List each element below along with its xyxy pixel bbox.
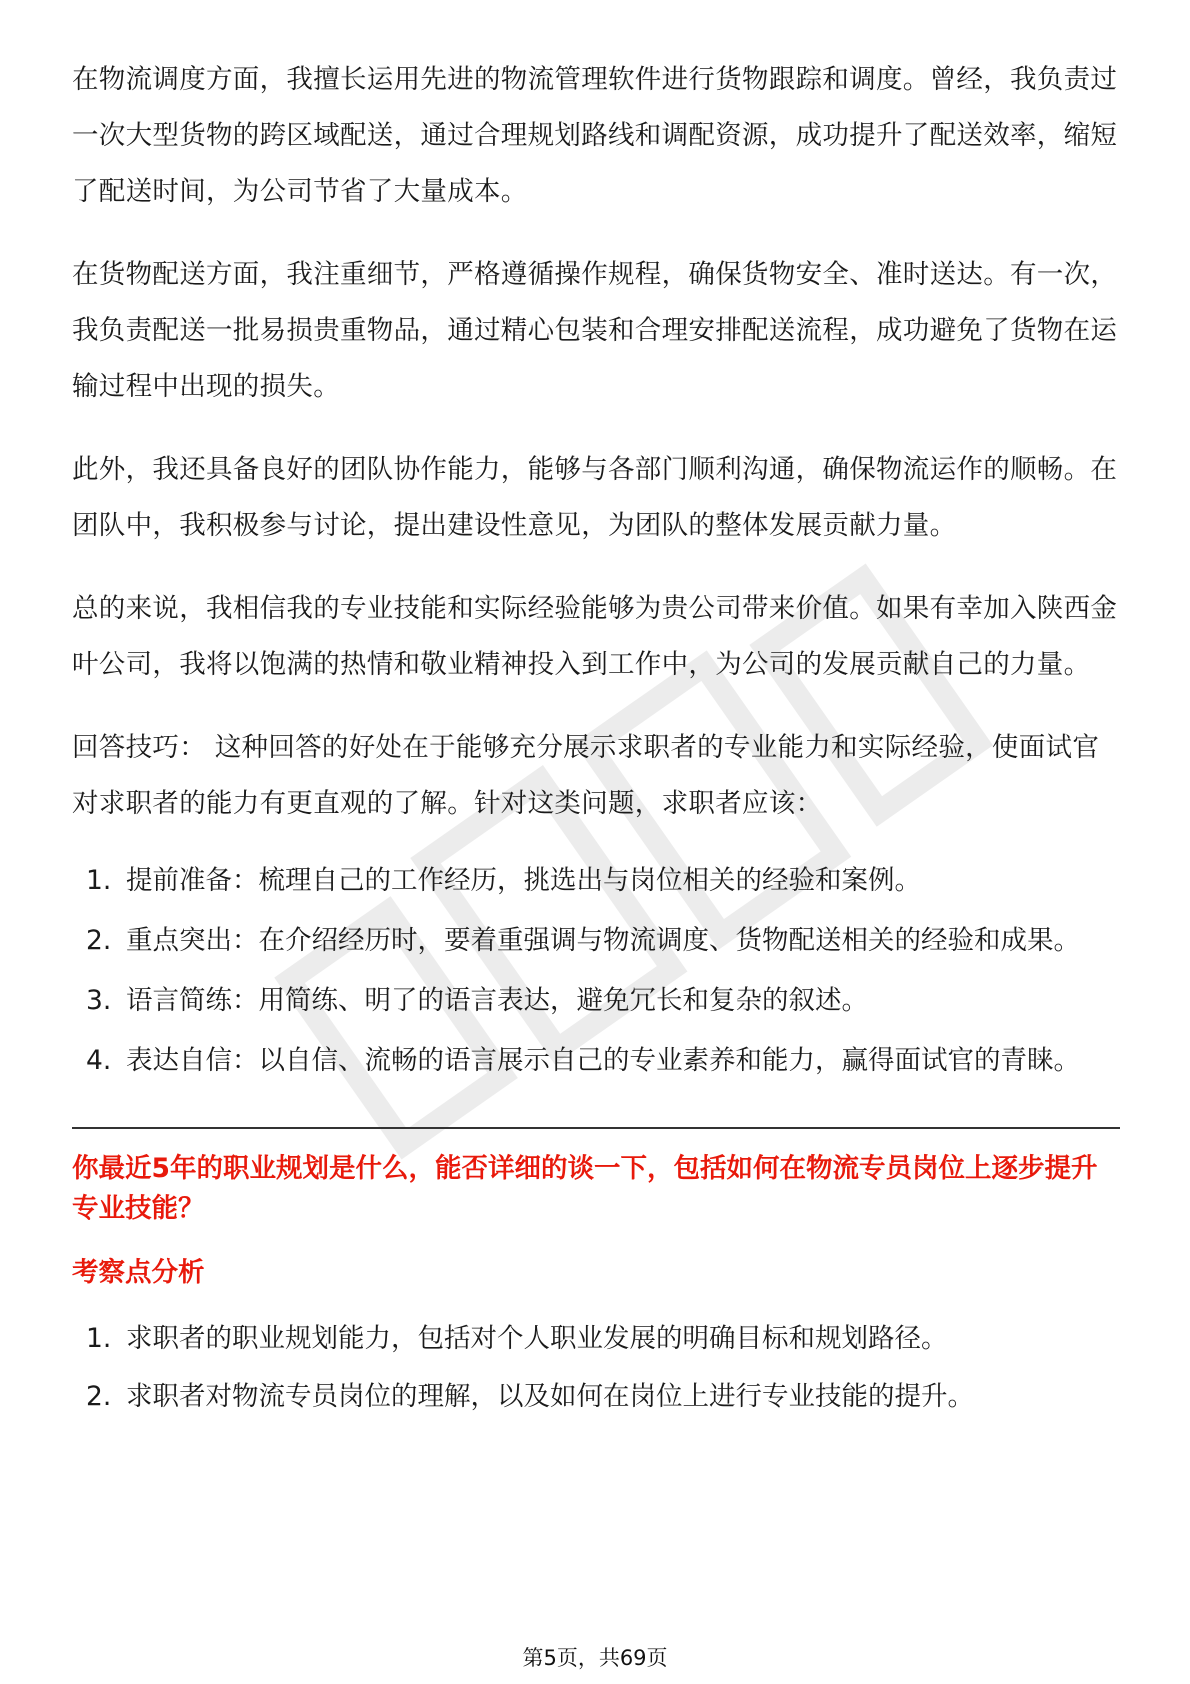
list-number: 2. — [86, 925, 112, 956]
list-number: 1. — [86, 1323, 112, 1354]
list-item — [72, 913, 1120, 969]
analysis-heading: 考察点分析 — [72, 1257, 205, 1288]
list-number: 3. — [86, 985, 112, 1016]
paragraph-logistics-scheduling: 在物流调度方面，我擅长运用先进的物流管理软件进行货物跟踪和调度。曾经，我负责过一次大型货物的跨区域配送，通过合理规划路线和调配资源，成功提升了配送效率，缩短了配送时间，为公司节省了大量成本。 — [72, 64, 1118, 207]
list-item — [72, 1311, 1120, 1367]
section-divider — [72, 1127, 1120, 1129]
paragraph-answer-tips: 回答技巧： 这种回答的好处在于能够充分展示求职者的专业能力和实际经验，使面试官对求职者的能力有更直观的了解。针对这类问题，求职者应该： — [72, 732, 1100, 819]
tips-list — [72, 853, 1120, 1089]
document-page — [72, 52, 1120, 1427]
analysis-list — [72, 1311, 1120, 1425]
list-text: 语言简练：用简练、明了的语言表达，避免冗长和复杂的叙述。 — [126, 985, 868, 1016]
list-text: 重点突出：在介绍经历时，要着重强调与物流调度、货物配送相关的经验和成果。 — [126, 925, 1080, 956]
list-number: 2. — [86, 1381, 112, 1412]
list-text: 求职者的职业规划能力，包括对个人职业发展的明确目标和规划路径。 — [126, 1323, 948, 1354]
list-item — [72, 1033, 1120, 1089]
paragraph-summary: 总的来说，我相信我的专业技能和实际经验能够为贵公司带来价值。如果有幸加入陕西金叶公司，我将以饱满的热情和敬业精神投入到工作中，为公司的发展贡献自己的力量。 — [72, 593, 1118, 680]
list-text: 提前准备：梳理自己的工作经历，挑选出与岗位相关的经验和案例。 — [126, 865, 921, 896]
list-item — [72, 853, 1120, 909]
interview-question: 你最近5年的职业规划是什么，能否详细的谈一下，包括如何在物流专员岗位上逐步提升专业技能？ — [72, 1153, 1098, 1224]
list-item — [72, 1369, 1120, 1425]
list-text: 求职者对物流专员岗位的理解，以及如何在岗位上进行专业技能的提升。 — [126, 1381, 974, 1412]
paragraph-teamwork: 此外，我还具备良好的团队协作能力，能够与各部门顺利沟通，确保物流运作的顺畅。在团队中，我积极参与讨论，提出建设性意见，为团队的整体发展贡献力量。 — [72, 454, 1118, 541]
paragraph-cargo-delivery: 在货物配送方面，我注重细节，严格遵循操作规程，确保货物安全、准时送达。有一次，我负责配送一批易损贵重物品，通过精心包装和合理安排配送流程，成功避免了货物在运输过程中出现的损失。 — [72, 259, 1118, 402]
page-footer: 第5页，共69页 — [522, 1646, 668, 1670]
list-text: 表达自信：以自信、流畅的语言展示自己的专业素养和能力，赢得面试官的青睐。 — [126, 1045, 1080, 1076]
list-number: 4. — [86, 1045, 112, 1076]
list-item — [72, 973, 1120, 1029]
list-number: 1. — [86, 865, 112, 896]
